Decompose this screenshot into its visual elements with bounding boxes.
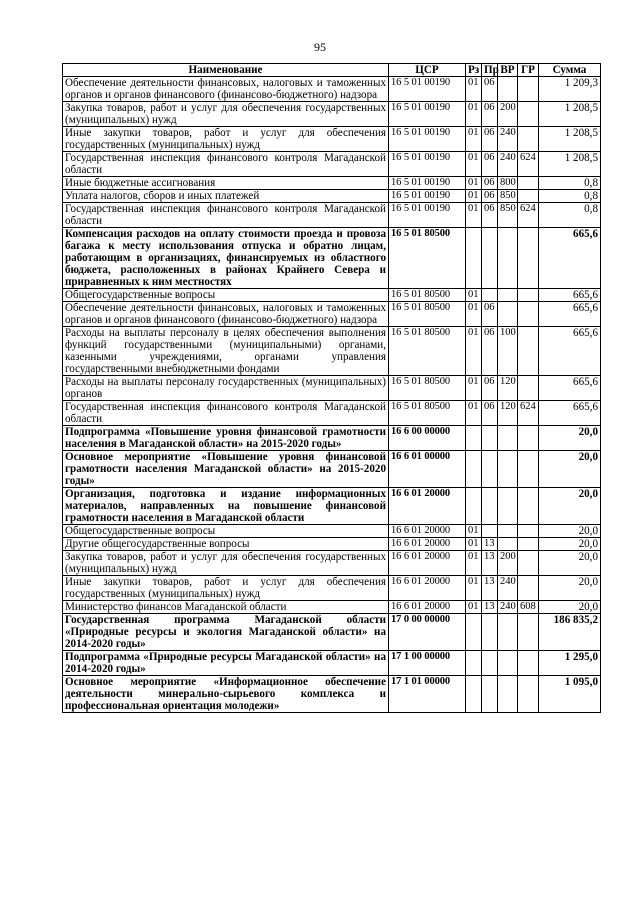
header-csr: ЦСР: [389, 64, 466, 77]
table-row: [63, 451, 601, 488]
table-row: [63, 228, 601, 289]
table-row: [63, 190, 601, 203]
row-name-cell: Государственная инспекция финансового контроля Магаданской области: [63, 152, 389, 177]
row-vr-cell: [498, 614, 518, 651]
row-sum-cell: 0,8: [539, 190, 601, 203]
row-pr-cell: [482, 676, 498, 713]
page-number: 95: [314, 40, 326, 54]
row-name-cell: Общегосударственные вопросы: [63, 289, 389, 302]
row-csr-cell: 16 6 01 20000: [389, 551, 466, 576]
table-row: [63, 614, 601, 651]
row-pr-cell: 06: [482, 77, 498, 102]
table-row: [63, 327, 601, 376]
row-vr-cell: 850: [498, 190, 518, 203]
row-csr-cell: 16 5 01 80500: [389, 228, 466, 289]
row-name-cell: Государственная программа Магаданской области «Природные ресурсы и экология Магаданской области» на 2014-2020 годы»: [63, 614, 389, 651]
row-vr-cell: [498, 676, 518, 713]
table-row: [63, 177, 601, 190]
row-pr-cell: [482, 289, 498, 302]
row-gr-cell: [518, 525, 539, 538]
row-rz-cell: 01: [466, 551, 482, 576]
row-gr-cell: [518, 177, 539, 190]
row-name-cell: Государственная инспекция финансового контроля Магаданской области: [63, 203, 389, 228]
row-pr-cell: [482, 525, 498, 538]
row-vr-cell: [498, 302, 518, 327]
table-header-row: [63, 64, 601, 77]
row-sum-cell: 665,6: [539, 327, 601, 376]
row-csr-cell: 17 0 00 00000: [389, 614, 466, 651]
row-sum-cell: 665,6: [539, 376, 601, 401]
row-pr-cell: 13: [482, 601, 498, 614]
row-gr-cell: [518, 614, 539, 651]
row-vr-cell: [498, 426, 518, 451]
row-vr-cell: [498, 77, 518, 102]
row-sum-cell: 1 208,5: [539, 102, 601, 127]
row-vr-cell: [498, 538, 518, 551]
row-gr-cell: [518, 488, 539, 525]
row-rz-cell: 01: [466, 601, 482, 614]
table-row: [63, 152, 601, 177]
row-sum-cell: 665,6: [539, 302, 601, 327]
table-row: [63, 601, 601, 614]
row-gr-cell: [518, 77, 539, 102]
row-csr-cell: 16 6 00 00000: [389, 426, 466, 451]
table-row: [63, 302, 601, 327]
row-sum-cell: 0,8: [539, 203, 601, 228]
row-gr-cell: [518, 228, 539, 289]
row-sum-cell: 20,0: [539, 488, 601, 525]
row-gr-cell: [518, 289, 539, 302]
row-name-cell: Подпрограмма «Повышение уровня финансовой грамотности населения в Магаданской области» на 2015-2020 годы»: [63, 426, 389, 451]
row-pr-cell: [482, 426, 498, 451]
row-sum-cell: 186 835,2: [539, 614, 601, 651]
row-rz-cell: 01: [466, 525, 482, 538]
row-vr-cell: [498, 289, 518, 302]
row-pr-cell: 06: [482, 177, 498, 190]
row-csr-cell: 16 5 01 80500: [389, 302, 466, 327]
row-pr-cell: [482, 651, 498, 676]
row-csr-cell: 16 5 01 00190: [389, 127, 466, 152]
row-vr-cell: 200: [498, 102, 518, 127]
table-row: [63, 77, 601, 102]
row-name-cell: Общегосударственные вопросы: [63, 525, 389, 538]
row-vr-cell: 120: [498, 401, 518, 426]
row-csr-cell: 16 5 01 80500: [389, 376, 466, 401]
budget-table: [62, 63, 601, 713]
row-name-cell: Закупка товаров, работ и услуг для обеспечения государственных (муниципальных) нужд: [63, 102, 389, 127]
row-rz-cell: [466, 651, 482, 676]
row-name-cell: Министерство финансов Магаданской области: [63, 601, 389, 614]
row-vr-cell: 100: [498, 327, 518, 376]
row-name-cell: Иные бюджетные ассигнования: [63, 177, 389, 190]
row-gr-cell: 624: [518, 203, 539, 228]
row-pr-cell: [482, 451, 498, 488]
row-rz-cell: 01: [466, 127, 482, 152]
row-name-cell: Государственная инспекция финансового контроля Магаданской области: [63, 401, 389, 426]
row-pr-cell: 06: [482, 152, 498, 177]
row-pr-cell: 06: [482, 327, 498, 376]
row-pr-cell: 06: [482, 203, 498, 228]
row-vr-cell: [498, 228, 518, 289]
row-sum-cell: 20,0: [539, 538, 601, 551]
row-vr-cell: [498, 525, 518, 538]
header-pr: Пр: [482, 64, 498, 77]
row-csr-cell: 17 1 01 00000: [389, 676, 466, 713]
table-row: [63, 376, 601, 401]
row-rz-cell: 01: [466, 177, 482, 190]
row-gr-cell: [518, 190, 539, 203]
row-vr-cell: [498, 651, 518, 676]
row-name-cell: Уплата налогов, сборов и иных платежей: [63, 190, 389, 203]
row-gr-cell: [518, 551, 539, 576]
row-gr-cell: [518, 327, 539, 376]
row-sum-cell: 0,8: [539, 177, 601, 190]
table-row: [63, 651, 601, 676]
table-row: [63, 102, 601, 127]
row-pr-cell: 06: [482, 190, 498, 203]
row-gr-cell: [518, 376, 539, 401]
row-rz-cell: 01: [466, 302, 482, 327]
table-row: [63, 676, 601, 713]
row-csr-cell: 16 6 01 20000: [389, 525, 466, 538]
row-csr-cell: 17 1 00 00000: [389, 651, 466, 676]
row-vr-cell: [498, 451, 518, 488]
table-row: [63, 525, 601, 538]
row-gr-cell: 624: [518, 152, 539, 177]
row-vr-cell: 850: [498, 203, 518, 228]
row-csr-cell: 16 5 01 00190: [389, 152, 466, 177]
row-name-cell: Расходы на выплаты персоналу в целях обеспечения выполнения функций государственными (муниципальными) органами, казенными учреждениями, органами управления государственными внебюджетными фондами: [63, 327, 389, 376]
row-pr-cell: 13: [482, 538, 498, 551]
table-row: [63, 401, 601, 426]
header-vr: ВР: [498, 64, 518, 77]
row-sum-cell: 20,0: [539, 551, 601, 576]
row-pr-cell: 06: [482, 376, 498, 401]
row-name-cell: Расходы на выплаты персоналу государственных (муниципальных) органов: [63, 376, 389, 401]
row-csr-cell: 16 5 01 00190: [389, 177, 466, 190]
row-vr-cell: 120: [498, 376, 518, 401]
row-sum-cell: 20,0: [539, 601, 601, 614]
row-name-cell: Обеспечение деятельности финансовых, налоговых и таможенных органов и органов финансового (финансово-бюджетного) надзора: [63, 302, 389, 327]
row-rz-cell: [466, 488, 482, 525]
row-vr-cell: 240: [498, 601, 518, 614]
row-rz-cell: 01: [466, 203, 482, 228]
row-sum-cell: 20,0: [539, 426, 601, 451]
row-rz-cell: 01: [466, 538, 482, 551]
row-rz-cell: 01: [466, 152, 482, 177]
header-gr: ГР: [518, 64, 539, 77]
row-gr-cell: [518, 651, 539, 676]
row-rz-cell: [466, 228, 482, 289]
row-pr-cell: 06: [482, 127, 498, 152]
row-sum-cell: 665,6: [539, 401, 601, 426]
row-rz-cell: 01: [466, 576, 482, 601]
row-rz-cell: [466, 614, 482, 651]
row-csr-cell: 16 6 01 20000: [389, 538, 466, 551]
row-gr-cell: [518, 426, 539, 451]
row-csr-cell: 16 5 01 80500: [389, 327, 466, 376]
row-gr-cell: [518, 451, 539, 488]
row-csr-cell: 16 5 01 00190: [389, 190, 466, 203]
table-row: [63, 538, 601, 551]
row-name-cell: Обеспечение деятельности финансовых, налоговых и таможенных органов и органов финансового (финансово-бюджетного) надзора: [63, 77, 389, 102]
table-row: [63, 127, 601, 152]
row-rz-cell: [466, 451, 482, 488]
row-pr-cell: 13: [482, 576, 498, 601]
row-gr-cell: 608: [518, 601, 539, 614]
row-name-cell: Иные закупки товаров, работ и услуг для обеспечения государственных (муниципальных) нужд: [63, 127, 389, 152]
row-gr-cell: [518, 102, 539, 127]
row-name-cell: Закупка товаров, работ и услуг для обеспечения государственных (муниципальных) нужд: [63, 551, 389, 576]
row-csr-cell: 16 5 01 00190: [389, 77, 466, 102]
table-row: [63, 203, 601, 228]
row-pr-cell: 13: [482, 551, 498, 576]
row-rz-cell: [466, 676, 482, 713]
row-csr-cell: 16 6 01 20000: [389, 576, 466, 601]
row-rz-cell: 01: [466, 376, 482, 401]
row-name-cell: Организация, подготовка и издание информационных материалов, направленных на повышение финансовой грамотности населения в Магаданской области: [63, 488, 389, 525]
row-sum-cell: 1 208,5: [539, 152, 601, 177]
row-name-cell: Другие общегосударственные вопросы: [63, 538, 389, 551]
row-pr-cell: 06: [482, 401, 498, 426]
row-csr-cell: 16 5 01 80500: [389, 289, 466, 302]
row-sum-cell: 20,0: [539, 576, 601, 601]
row-rz-cell: 01: [466, 327, 482, 376]
row-rz-cell: [466, 426, 482, 451]
row-rz-cell: 01: [466, 77, 482, 102]
row-sum-cell: 1 295,0: [539, 651, 601, 676]
header-name: Наименование: [63, 64, 389, 77]
row-sum-cell: 1 208,5: [539, 127, 601, 152]
row-gr-cell: [518, 538, 539, 551]
row-pr-cell: [482, 614, 498, 651]
row-vr-cell: 800: [498, 177, 518, 190]
row-name-cell: Иные закупки товаров, работ и услуг для обеспечения государственных (муниципальных) нужд: [63, 576, 389, 601]
row-gr-cell: 624: [518, 401, 539, 426]
row-sum-cell: 1 209,3: [539, 77, 601, 102]
row-name-cell: Основное мероприятие «Повышение уровня финансовой грамотности населения Магаданской области» на 2015-2020 годы»: [63, 451, 389, 488]
table-row: [63, 289, 601, 302]
row-rz-cell: 01: [466, 401, 482, 426]
row-csr-cell: 16 5 01 00190: [389, 203, 466, 228]
row-pr-cell: [482, 228, 498, 289]
row-rz-cell: 01: [466, 102, 482, 127]
row-rz-cell: 01: [466, 190, 482, 203]
row-vr-cell: 240: [498, 127, 518, 152]
row-pr-cell: 06: [482, 102, 498, 127]
table-row: [63, 426, 601, 451]
row-pr-cell: 06: [482, 302, 498, 327]
row-csr-cell: 16 5 01 80500: [389, 401, 466, 426]
table-row: [63, 488, 601, 525]
row-name-cell: Основное мероприятие «Информационное обеспечение деятельности минерально-сырьевого комплекса и профессиональная ориентация молодежи»: [63, 676, 389, 713]
row-sum-cell: 20,0: [539, 451, 601, 488]
row-vr-cell: [498, 488, 518, 525]
row-csr-cell: 16 6 01 20000: [389, 488, 466, 525]
row-csr-cell: 16 6 01 20000: [389, 601, 466, 614]
row-pr-cell: [482, 488, 498, 525]
row-vr-cell: 200: [498, 551, 518, 576]
row-rz-cell: 01: [466, 289, 482, 302]
header-rz: Рз: [466, 64, 482, 77]
row-csr-cell: 16 5 01 00190: [389, 102, 466, 127]
table-row: [63, 576, 601, 601]
row-name-cell: Подпрограмма «Природные ресурсы Магаданской области» на 2014-2020 годы»: [63, 651, 389, 676]
row-sum-cell: 665,6: [539, 228, 601, 289]
table-row: [63, 551, 601, 576]
row-gr-cell: [518, 576, 539, 601]
row-csr-cell: 16 6 01 00000: [389, 451, 466, 488]
row-sum-cell: 1 095,0: [539, 676, 601, 713]
header-sum: Сумма: [539, 64, 601, 77]
row-name-cell: Компенсация расходов на оплату стоимости проезда и провоза багажа к месту использования отпуска и обратно лицам, работающим в организациях, финансируемых из областного бюджета, расположенных в районах Крайнего Севера и приравненных к ним местностях: [63, 228, 389, 289]
row-gr-cell: [518, 302, 539, 327]
row-vr-cell: 240: [498, 152, 518, 177]
row-gr-cell: [518, 127, 539, 152]
row-sum-cell: 20,0: [539, 525, 601, 538]
row-vr-cell: 240: [498, 576, 518, 601]
row-gr-cell: [518, 676, 539, 713]
row-sum-cell: 665,6: [539, 289, 601, 302]
